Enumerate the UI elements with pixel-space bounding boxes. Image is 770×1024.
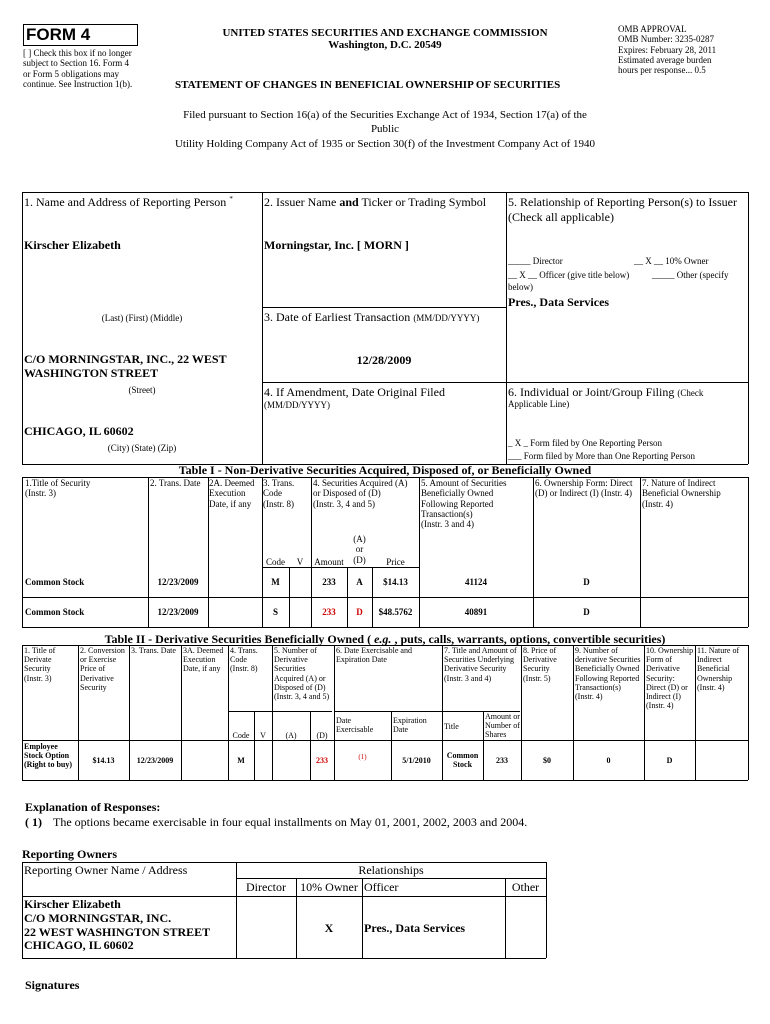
box2-label-and: and (339, 195, 359, 209)
box2-label-text: Ticker or Trading Symbol (358, 195, 487, 209)
header-line: Expiration Date (336, 655, 387, 665)
header-line: (Instr. 4) (646, 701, 674, 711)
t2-sub-expiration (393, 716, 427, 734)
omb-line: hours per response... 0.5 (618, 65, 706, 76)
header-line: Shares (485, 730, 507, 740)
footnote-text: The options became exercisable in four equal installments on May 01, 2001, 2002, 2003 and 2004. (53, 815, 528, 829)
t2-header-underlying (444, 646, 517, 683)
agency-title (200, 27, 570, 51)
t1-header-date: 2. Trans. Date (150, 478, 201, 488)
owner-line: 22 WEST WASHINGTON STREET (24, 924, 211, 939)
t2-row-price: $0 (543, 756, 551, 765)
header-line: Amount or (485, 712, 520, 721)
owners-col-other: Other (511, 880, 540, 894)
checkbox-note-line: subject to Section 16. Form 4 (23, 58, 129, 69)
t2-header-date: 3. Trans. Date (131, 646, 176, 655)
header-line: Following Reported (421, 498, 494, 509)
grid-line (262, 567, 419, 568)
header-line: Indirect (I) (646, 691, 681, 701)
header-line: (Instr. 3, 4 and 5) (313, 498, 375, 509)
t1-header-amount-owned (421, 478, 507, 530)
relationship-other[interactable]: _____ Other (specify (652, 270, 729, 280)
box1-label (24, 195, 233, 210)
header-line: Date (393, 725, 409, 735)
form-number-box (23, 24, 138, 46)
t1-sub-v: V (296, 557, 304, 567)
agency-location: Washington, D.C. 20549 (328, 39, 442, 51)
t1-sub-amount: Amount (314, 557, 344, 567)
header-line: or (355, 544, 364, 555)
header-line: Security (24, 664, 51, 674)
header-line: 10. Ownership (646, 646, 694, 655)
t2-header-nature (697, 646, 739, 692)
owners-col-director: Director (246, 880, 286, 894)
header-line: Derivative (274, 655, 308, 665)
t1-sub-ad (347, 534, 372, 565)
t2-row-date: 12/23/2009 (136, 756, 174, 765)
box2-label-text: 2. Issuer Name (264, 195, 340, 209)
header-line: Date, if any (183, 664, 221, 674)
date-format: (MM/DD/YYYY) (264, 400, 330, 410)
t1-row2-owned: 40891 (464, 607, 488, 617)
t1-row2-security: Common Stock (25, 607, 85, 617)
header-line: (Instr. 3) (25, 488, 56, 499)
t2-row-code: M (237, 756, 245, 765)
header-line: Disposed of (D) (274, 682, 326, 692)
t2-header-owned (575, 646, 641, 701)
header-line: (Instr. 3, 4 and 5) (274, 691, 330, 701)
t2-header-number (274, 646, 329, 701)
grid-line (236, 878, 546, 879)
owner-line: Kirscher Elizabeth (24, 897, 121, 911)
t2-sub-d: (D) (316, 731, 328, 740)
t2-row-expiration: 5/1/2010 (402, 756, 431, 765)
grid-line (391, 711, 392, 780)
cell-line: (Right to buy) (24, 760, 73, 770)
header-line: Beneficial (697, 664, 730, 674)
box3-label-text: 3. Date of Earliest Transaction (264, 310, 411, 324)
header-line: Date, if any (209, 498, 252, 509)
reporting-person-city: CHICAGO, IL 60602 (24, 424, 134, 438)
t1-row2-price: $48.5762 (378, 607, 413, 617)
table2-title-text: Table II - Derivative Securities Beneficially Owned ( (104, 632, 375, 646)
header-line: Execution (209, 488, 246, 499)
header-line: 5. Number of (274, 646, 317, 655)
owners-col-relationships: Relationships (358, 863, 424, 877)
t2-header-title (24, 646, 55, 683)
grid-line (22, 862, 23, 958)
header-line: (Instr. 8) (230, 664, 258, 674)
t2-sub-v: V (260, 731, 266, 740)
grid-line (347, 567, 348, 627)
filing-one-person[interactable]: _ X _ Form filed by One Reporting Person (508, 438, 662, 448)
owner-line: CHICAGO, IL 60602 (24, 938, 134, 953)
header-line: Security (80, 682, 107, 692)
omb-line: Estimated average burden (618, 55, 712, 66)
t1-row1-date: 12/23/2009 (157, 577, 199, 587)
grid-line (311, 477, 312, 627)
header-line: 4. Securities Acquired (A) (313, 478, 408, 488)
header-line: Securities (274, 664, 306, 674)
t2-header-deemed (183, 646, 223, 674)
header-line: 7. Title and Amount of (444, 646, 517, 655)
header-line: 5. Amount of Securities (421, 478, 507, 488)
filing-more-persons[interactable]: ___ Form filed by More than One Reporting Person (508, 451, 695, 461)
grid-line (228, 711, 332, 712)
grid-line (695, 645, 696, 780)
owner-officer-title: Pres., Data Services (364, 921, 466, 935)
cell-line: Stock Option (24, 751, 70, 761)
grid-line (22, 780, 748, 781)
header-line: Transaction(s) (575, 682, 621, 692)
grid-line (310, 711, 311, 780)
header-line: (Instr. 8) (263, 498, 294, 509)
box6-label-applicable: Applicable Line) (508, 399, 570, 409)
owner-line: C/O MORNINGSTAR, INC. (24, 910, 172, 925)
t1-header-ownership-form (535, 478, 632, 499)
header-line: (D) or Indirect (I) (Instr. 4) (535, 488, 632, 499)
cell-line: Stock (452, 760, 473, 770)
header-line: derivative Securities (575, 655, 641, 665)
grid-line (148, 477, 149, 627)
t2-row-underlying (442, 751, 483, 769)
header-line: (Instr. 4) (697, 682, 725, 692)
relationship-director[interactable]: _____ Director (508, 256, 563, 266)
header-line: or Disposed of (D) (313, 488, 381, 499)
grid-line (181, 645, 182, 780)
grid-line (22, 645, 23, 780)
box6-label (508, 385, 703, 400)
grid-line (546, 862, 547, 958)
checkbox-note-line: [ ] Check this box if no longer (23, 48, 132, 58)
filed-pursuant-line: Public (370, 123, 400, 136)
filed-pursuant-line: Utility Holding Company Act of 1935 or Section 30(f) of the Investment Company Act of 1940 (174, 137, 596, 150)
t1-header-nature (642, 478, 721, 509)
t1-header-acquired (313, 478, 407, 509)
t1-row1-ad: A (356, 577, 363, 587)
grid-line (22, 477, 23, 627)
t2-row-form: D (666, 756, 673, 765)
header-line: Indirect (697, 655, 722, 665)
address-line: C/O MORNINGSTAR, INC., 22 WEST (24, 352, 227, 366)
header-line: 3A. Deemed (183, 646, 224, 655)
box2-label (264, 195, 486, 210)
grid-line (22, 740, 748, 741)
earliest-transaction-date: 12/28/2009 (356, 353, 412, 367)
header-line: Expiration (393, 716, 427, 725)
header-line: Code (230, 655, 247, 665)
t2-row-security (24, 742, 72, 770)
date-format: (MM/DD/YYYY) (413, 313, 480, 323)
t2-row-owned: 0 (606, 756, 611, 765)
header-line: (A) (353, 534, 366, 544)
header-line: (Instr. 4) (575, 691, 603, 701)
footnote-marker[interactable]: * (229, 195, 233, 203)
header-line: Acquired (A) or (274, 673, 326, 683)
grid-line (254, 711, 255, 780)
header-line: 9. Number of (575, 646, 618, 655)
t1-row1-owned: 41124 (464, 577, 487, 587)
header-line: 4. Trans. (230, 646, 258, 655)
header-line: Transaction(s) (421, 509, 473, 520)
checkbox-note-line: continue. See Instruction 1(b). (23, 79, 133, 90)
t1-row1-form: D (583, 577, 590, 587)
explanation-note (25, 815, 527, 830)
box5-label-text: (Check all applicable) (508, 210, 614, 224)
box3-label (264, 310, 479, 325)
header-line: Number of (485, 721, 520, 731)
grid-line (748, 192, 749, 464)
header-line: 2. Conversion (80, 646, 125, 655)
box5-label-text: 5. Relationship of Reporting Person(s) to Issuer (508, 195, 737, 209)
cell-line: Employee (24, 742, 58, 751)
header-line: Beneficially Owned (421, 488, 494, 499)
omb-line: OMB Number: 3235-0287 (618, 34, 714, 45)
header-line: Exercisable (336, 725, 374, 735)
grid-line (483, 711, 484, 780)
header-line: Execution (183, 655, 216, 665)
t2-row-conversion: $14.13 (92, 756, 115, 765)
box5-label (508, 195, 748, 225)
header-line: Beneficially Owned (575, 664, 640, 674)
header-line: Date (336, 716, 352, 725)
header-line: 7. Nature of Indirect (642, 478, 716, 488)
grid-line (22, 958, 546, 959)
header-line: Securities Underlying (444, 655, 514, 665)
header-line: Beneficial Ownership (642, 488, 721, 499)
checkbox-note[interactable] (23, 48, 153, 89)
header-line: Form of (646, 655, 672, 665)
header-line: 6. Ownership Form: Direct (535, 478, 633, 488)
table2-title-text: , puts, calls, warrants, options, convertible securities) (391, 632, 666, 646)
box6-label-check: (Check (677, 388, 704, 398)
relationship-officer[interactable]: __ X __ Officer (give title below) (508, 270, 630, 280)
t2-sub-a: (A) (285, 731, 297, 740)
owner-ten-percent-mark: X (324, 921, 334, 935)
footnote-link[interactable]: (1) (358, 753, 367, 761)
footnote-number: ( 1) (25, 815, 42, 829)
header-line: Derivative (523, 655, 557, 665)
grid-line (640, 477, 641, 627)
table1-title: Table I - Non-Derivative Securities Acquired, Disposed of, or Beneficially Owned (178, 463, 592, 477)
t1-row1-price: $14.13 (383, 577, 408, 587)
relationship-ten-percent[interactable]: __ X __ 10% Owner (634, 256, 709, 266)
header-line: (Instr. 4) (642, 498, 673, 509)
t1-sub-price: Price (386, 557, 405, 567)
t2-sub-amount (485, 712, 520, 740)
t2-sub-title: Title (444, 722, 459, 731)
owners-col-name: Reporting Owner Name / Address (24, 863, 188, 877)
explanation-heading: Explanation of Responses: (25, 800, 161, 814)
header-line: 6. Date Exercisable and (336, 646, 412, 655)
grid-line (272, 645, 273, 780)
t1-row2-code: S (272, 607, 278, 617)
t1-row2-form: D (583, 607, 590, 617)
header-line: (Instr. 3) (24, 673, 52, 683)
header-line: (Instr. 5) (523, 673, 551, 683)
t1-row1-code: M (271, 577, 280, 587)
t2-header-code (230, 646, 258, 674)
relationship-below: below) (508, 282, 533, 292)
statement-title: STATEMENT OF CHANGES IN BENEFICIAL OWNERSHIP OF SECURITIES (175, 79, 561, 91)
header-line: (Instr. 3 and 4) (444, 673, 492, 683)
grid-line (748, 645, 749, 780)
t2-row-shares: 233 (496, 756, 508, 765)
t2-header-ownership-form (646, 646, 693, 710)
cell-line: Common (446, 751, 479, 760)
owner-name-address (24, 898, 210, 953)
owners-heading: Reporting Owners (22, 847, 117, 861)
box4-label: 4. If Amendment, Date Original Filed (264, 385, 445, 399)
header-line: (D) (353, 554, 366, 565)
header-line: Derivative (646, 664, 680, 674)
grid-line (372, 567, 373, 627)
header-line: (Instr. 3 and 4) (421, 519, 474, 530)
city-caption: (City) (State) (Zip) (107, 443, 177, 453)
header-line: Security (523, 664, 550, 674)
header-line: 8. Price of (523, 646, 557, 655)
header-line: Direct (D) or (646, 682, 688, 692)
grid-line (506, 192, 507, 464)
t1-row2-ad: D (356, 607, 363, 617)
header-line: Derivative Security (444, 664, 507, 674)
t2-header-price (523, 646, 557, 683)
t2-header-exercisable (336, 646, 412, 664)
agency-line: UNITED STATES SECURITIES AND EXCHANGE COMMISSION (222, 27, 548, 39)
owners-col-officer: Officer (364, 880, 399, 894)
grid-line (22, 627, 748, 628)
header-line: Derivative (80, 673, 114, 683)
t1-row1-amount: 233 (322, 577, 336, 587)
name-caption: (Last) (First) (Middle) (101, 313, 183, 323)
header-line: Security: (646, 673, 675, 683)
table2-title-eg: e.g. (374, 632, 392, 646)
filed-pursuant-line: Filed pursuant to Section 16(a) of the Securities Exchange Act of 1934, Section 17(a) of the (183, 109, 587, 121)
form-number: FORM 4 (26, 25, 91, 44)
box6-label-text: 6. Individual or Joint/Group Filing (508, 385, 675, 399)
header-line: Ownership (697, 673, 733, 683)
box1-label-text: 1. Name and Address of Reporting Person (24, 195, 227, 209)
header-line: Price of (80, 664, 106, 674)
grid-line (419, 477, 420, 627)
t1-sub-code: Code (266, 557, 285, 567)
header-line: 1.Title of Security (25, 478, 91, 488)
header-line: Following Reported (575, 673, 640, 683)
address-line: WASHINGTON STREET (24, 365, 159, 380)
t1-header-title (25, 478, 90, 499)
grid-line (362, 878, 363, 958)
header-line: 1. Title of (24, 646, 56, 655)
t2-header-conversion (80, 646, 125, 692)
checkbox-note-line: or Form 5 obligations may (23, 68, 119, 79)
reporting-person-name: Kirscher Elizabeth (24, 238, 121, 252)
grid-line (262, 382, 748, 383)
filed-pursuant (140, 108, 630, 151)
t2-row-disposed: 233 (316, 756, 328, 765)
grid-line (262, 307, 506, 308)
header-line: Code (263, 488, 282, 499)
t2-sub-code: Code (232, 731, 250, 740)
t1-row2-amount: 233 (322, 607, 336, 617)
street-caption: (Street) (128, 385, 156, 395)
officer-title: Pres., Data Services (508, 295, 610, 309)
t1-row2-date: 12/23/2009 (157, 607, 199, 617)
issuer-name: Morningstar, Inc. [ MORN ] (264, 238, 409, 252)
grid-line (748, 477, 749, 627)
signatures-heading: Signatures (25, 978, 80, 992)
grid-line (22, 192, 748, 193)
t1-row1-security: Common Stock (25, 577, 85, 587)
t1-header-deemed (209, 478, 254, 509)
omb-line: Expires: February 28, 2011 (618, 44, 717, 55)
header-line: Derivate (24, 655, 52, 665)
grid-line (262, 192, 263, 464)
grid-line (533, 477, 534, 627)
header-line: 3. Trans. (263, 478, 295, 488)
omb-approval (618, 24, 758, 76)
header-line: 11. Nature of (697, 646, 740, 655)
t2-sub-exercisable (336, 716, 373, 734)
reporting-person-address (24, 353, 227, 381)
header-line: or Exercise (80, 655, 117, 665)
grid-line (289, 567, 290, 627)
grid-line (22, 192, 23, 464)
header-line: 2A. Deemed (209, 478, 255, 488)
omb-line: OMB APPROVAL (618, 24, 687, 34)
t1-header-code (263, 478, 294, 509)
owners-col-ten-percent: 10% Owner (300, 880, 358, 894)
